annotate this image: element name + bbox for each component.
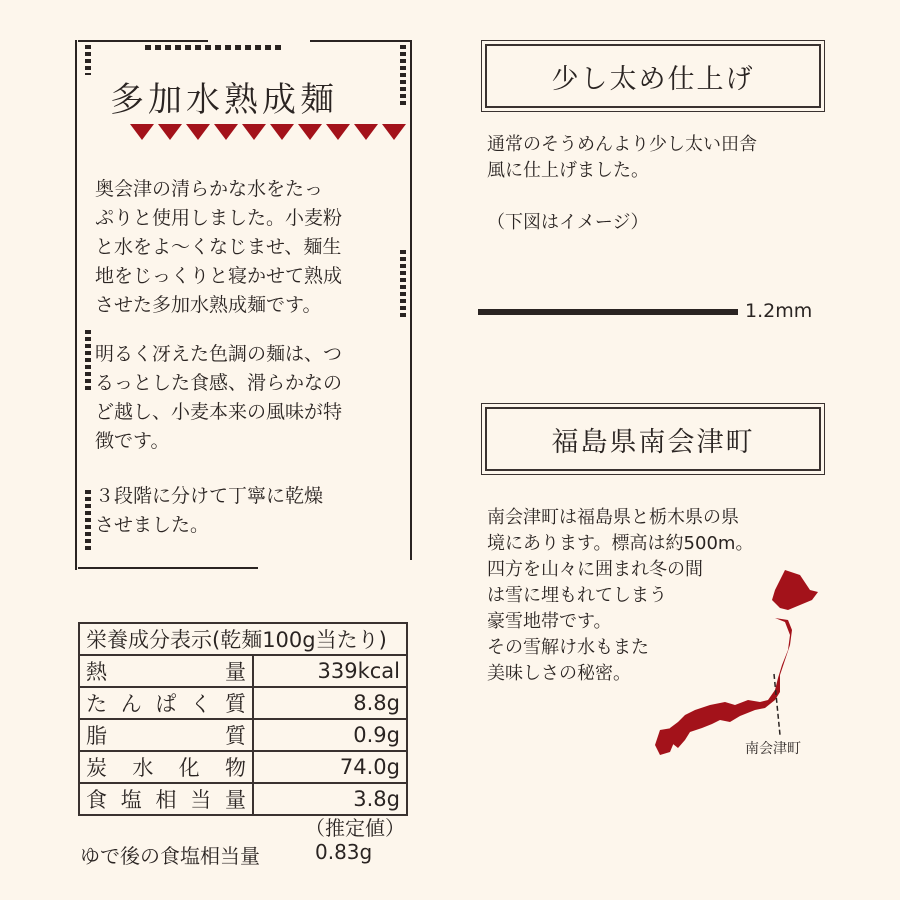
triangle-icon bbox=[326, 124, 350, 140]
text-line: 四方を山々に囲まれ冬の間 bbox=[487, 559, 703, 580]
thickness-measure: 1.2mm bbox=[745, 300, 813, 322]
text-line: 明るく冴えた色調の麺は、つ bbox=[95, 343, 343, 365]
zigzag-decoration bbox=[400, 45, 406, 105]
triangle-icon bbox=[382, 124, 406, 140]
estimate-note: （推定値） bbox=[305, 816, 405, 840]
paragraph-3 bbox=[95, 482, 323, 540]
text-line: るっとした食感、滑らかなの bbox=[95, 372, 343, 394]
frame-bottom bbox=[78, 567, 258, 569]
triangle-icon bbox=[354, 124, 378, 140]
hokkaido-shape bbox=[772, 570, 818, 610]
zigzag-decoration bbox=[85, 45, 91, 75]
row-value: 74.0g bbox=[253, 751, 407, 783]
triangle-icon bbox=[158, 124, 182, 140]
title-text: 福島県南会津町 bbox=[551, 426, 755, 458]
thickness-description bbox=[487, 132, 757, 184]
title-text: 少し太め仕上げ bbox=[551, 63, 755, 95]
text-line: 徴です。 bbox=[95, 430, 170, 452]
text-line: 南会津町は福島県と栃木県の県 bbox=[487, 507, 739, 528]
paragraph-2 bbox=[95, 340, 342, 456]
boiled-salt-value: 0.83g bbox=[315, 840, 373, 864]
map-label: 南会津町 bbox=[745, 741, 801, 757]
row-label: 脂質 bbox=[79, 719, 253, 751]
frame-top-left bbox=[78, 40, 208, 42]
triangle-icon bbox=[298, 124, 322, 140]
row-value: 3.8g bbox=[253, 783, 407, 815]
japan-map bbox=[640, 550, 840, 770]
image-caption: （下図はイメージ） bbox=[487, 212, 649, 233]
nutrition-table bbox=[78, 622, 408, 816]
table-header-row bbox=[79, 623, 407, 655]
section-title-region bbox=[485, 407, 821, 471]
text-line: 境にあります。標高は約500m。 bbox=[487, 533, 754, 554]
row-label: たんぱく質 bbox=[79, 687, 253, 719]
frame-left bbox=[75, 40, 77, 570]
section-title-thickness bbox=[485, 44, 821, 108]
triangle-icon bbox=[242, 124, 266, 140]
boiled-salt-label: ゆで後の食塩相当量 bbox=[80, 844, 260, 868]
text-line: ぷりと使用しました。小麦粉 bbox=[95, 207, 343, 229]
text-line: ど越し、小麦本来の風味が特 bbox=[95, 401, 343, 423]
noodle-thickness-bar bbox=[478, 309, 738, 315]
table-row bbox=[79, 687, 407, 719]
text-line: 地をじっくりと寝かせて熟成 bbox=[95, 265, 343, 287]
zigzag-decoration bbox=[400, 250, 406, 320]
table-row bbox=[79, 751, 407, 783]
text-line: 美味しさの秘密。 bbox=[487, 663, 631, 684]
text-line: させた多加水熟成麺です。 bbox=[95, 294, 322, 316]
table-row bbox=[79, 655, 407, 687]
triangle-icon bbox=[214, 124, 238, 140]
kyushu-shape bbox=[655, 728, 675, 755]
table-row bbox=[79, 783, 407, 815]
text-line: は雪に埋もれてしまう bbox=[487, 585, 667, 606]
text-line: させました。 bbox=[95, 514, 210, 536]
red-triangle-divider bbox=[130, 124, 406, 140]
text-line: 豪雪地帯です。 bbox=[487, 611, 612, 632]
triangle-icon bbox=[270, 124, 294, 140]
section-title-main: 多加水熟成麺 bbox=[110, 80, 338, 120]
triangle-icon bbox=[186, 124, 210, 140]
location-marker-icon bbox=[766, 662, 778, 674]
text-line: ３段階に分けて丁寧に乾燥 bbox=[95, 485, 324, 507]
triangle-icon bbox=[130, 124, 154, 140]
frame-top-right bbox=[310, 40, 410, 42]
zigzag-decoration bbox=[145, 45, 285, 50]
text-line: と水をよ〜くなじませ、麺生 bbox=[95, 236, 342, 258]
honshu-shape bbox=[668, 618, 792, 748]
table-header: 栄養成分表示(乾麺100g当たり) bbox=[79, 623, 407, 655]
text-line: 奥会津の清らかな水をたっ bbox=[95, 178, 324, 200]
row-value: 0.9g bbox=[253, 719, 407, 751]
zigzag-decoration bbox=[85, 330, 91, 390]
zigzag-decoration bbox=[85, 490, 91, 550]
row-label: 熱量 bbox=[79, 655, 253, 687]
text-line: 通常のそうめんより少し太い田舎 bbox=[487, 134, 757, 155]
paragraph-1 bbox=[95, 175, 342, 320]
frame-right bbox=[410, 40, 412, 560]
row-label: 食塩相当量 bbox=[79, 783, 253, 815]
row-label: 炭水化物 bbox=[79, 751, 253, 783]
table-row bbox=[79, 719, 407, 751]
text-line: その雪解け水もまた bbox=[487, 637, 649, 658]
text-line: 風に仕上げました。 bbox=[487, 160, 649, 181]
row-value: 339kcal bbox=[253, 655, 407, 687]
row-value: 8.8g bbox=[253, 687, 407, 719]
